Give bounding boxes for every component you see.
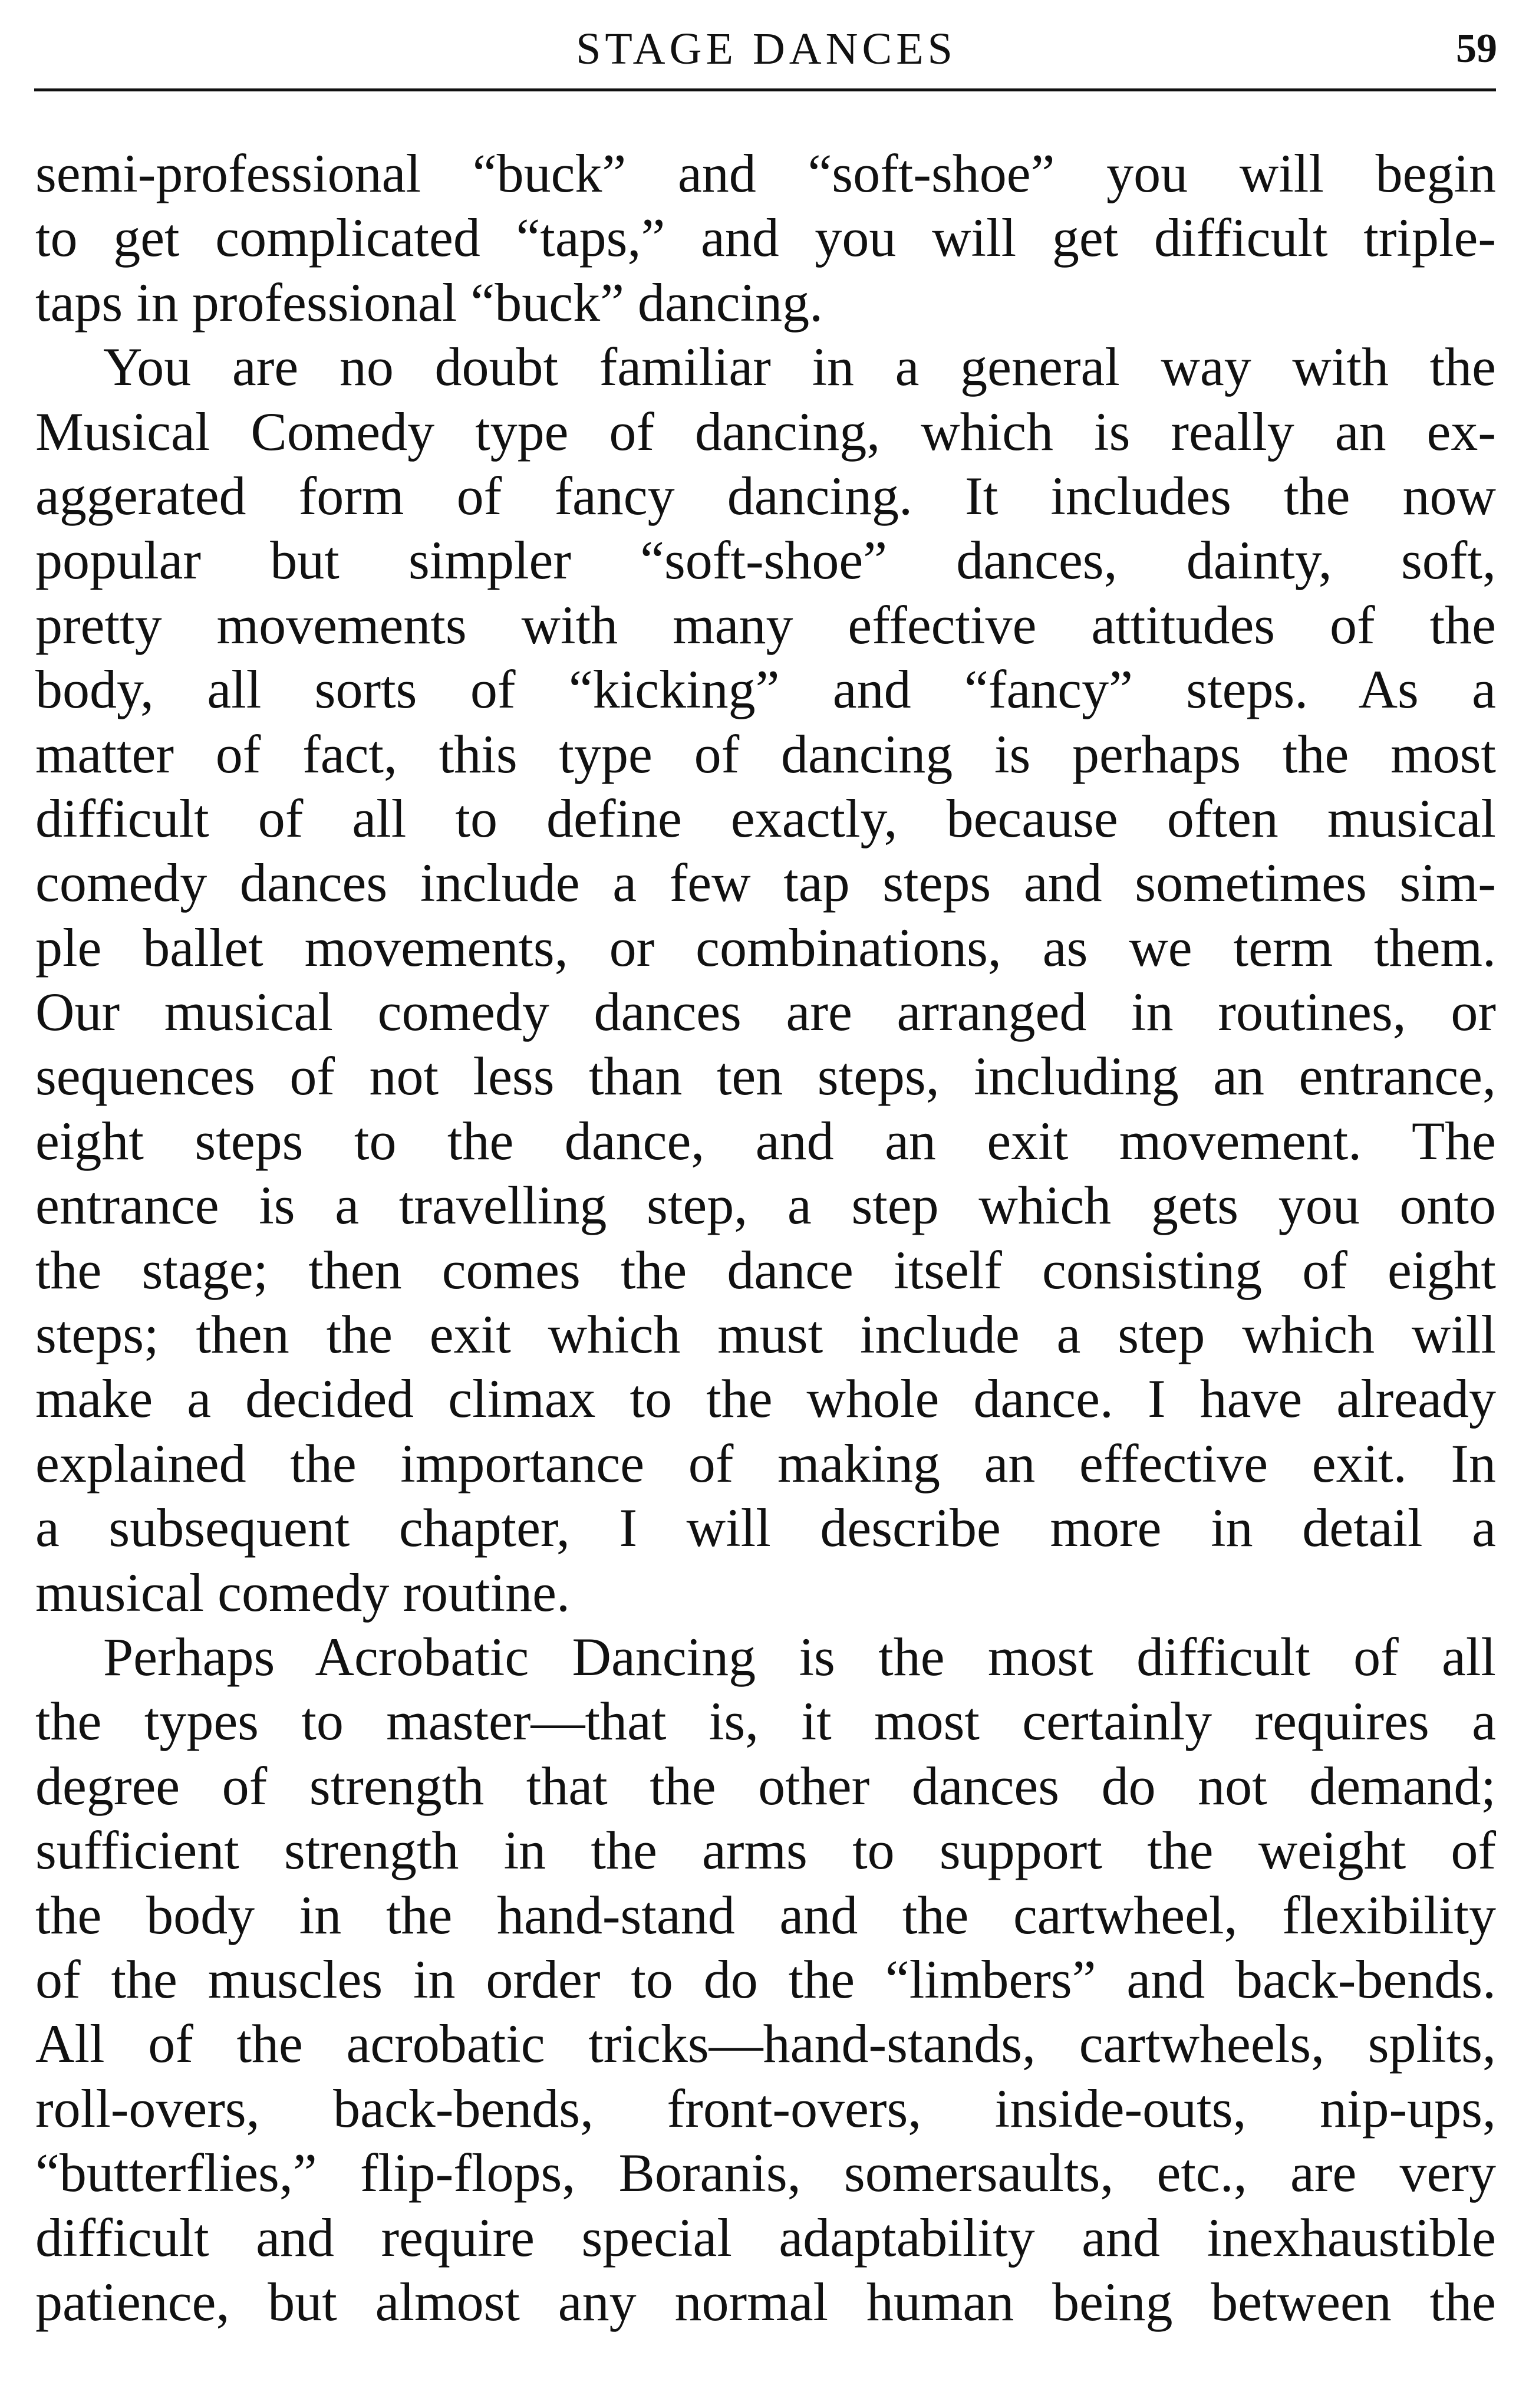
text-line: patience, but almost any normal human being between the [35,2271,1496,2332]
text-line: You are no doubt familiar in a general way with the [103,337,1496,397]
text-line: the types to master—that is, it most certainly requires a [35,1691,1496,1752]
text-line: “butterflies,” flip-flops, Boranis, somersaults, etc., are very [35,2143,1496,2203]
text-line: All of the acrobatic tricks—hand-stands, cartwheels, splits, [35,2014,1496,2074]
text-line: of the muscles in order to do the “limbers” and back-bends. [35,1949,1496,2009]
text-line: explained the importance of making an effective exit. In [35,1433,1496,1494]
text-line: musical comedy routine. [35,1562,570,1623]
text-line: sequences of not less than ten steps, including an entrance, [35,1046,1496,1107]
text-line: Musical Comedy type of dancing, which is really an ex- [35,401,1496,462]
header-rule [34,88,1496,91]
text-line: the body in the hand-stand and the cartwheel, flexibility [35,1884,1496,1945]
text-line: pretty movements with many effective attitudes of the [35,594,1496,655]
text-line: matter of fact, this type of dancing is perhaps the most [35,723,1496,784]
text-line: the stage; then comes the dance itself consisting of eight [35,1239,1496,1300]
text-line: to get complicated “taps,” and you will get difficult triple- [35,208,1496,268]
text-line: steps; then the exit which must include a step which will [35,1304,1496,1365]
running-title: STAGE DANCES [576,24,957,74]
text-line: sufficient strength in the arms to support the weight of [35,1820,1496,1881]
text-line: a subsequent chapter, I will describe more in detail a [35,1498,1496,1558]
page-number: 59 [1456,26,1497,71]
text-line: eight steps to the dance, and an exit movement. The [35,1110,1496,1171]
text-line: ple ballet movements, or combinations, as we term them. [35,917,1496,978]
text-line: semi-professional “buck” and “soft-shoe” you will begin [35,143,1496,203]
text-line: difficult and require special adaptability and inexhaustible [35,2207,1496,2268]
text-line: comedy dances include a few tap steps and sometimes sim- [35,853,1496,913]
text-line: make a decided climax to the whole dance. I have already [35,1369,1496,1429]
text-line: taps in professional “buck” dancing. [35,272,823,333]
text-line: entrance is a travelling step, a step which gets you onto [35,1175,1496,1236]
text-line: roll-overs, back-bends, front-overs, inside-outs, nip-ups, [35,2078,1496,2139]
text-line: Our musical comedy dances are arranged in routines, or [35,982,1496,1042]
text-line: Perhaps Acrobatic Dancing is the most difficult of all [103,1626,1496,1687]
text-line: degree of strength that the other dances do not demand; [35,1755,1496,1816]
text-line: aggerated form of fancy dancing. It includes the now [35,465,1496,526]
running-head [35,17,1497,81]
body-text [35,142,1496,2334]
text-line: popular but simpler “soft-shoe” dances, dainty, soft, [35,530,1496,591]
text-line: body, all sorts of “kicking” and “fancy” steps. As a [35,659,1496,720]
text-line: difficult of all to define exactly, because often musical [35,788,1496,848]
